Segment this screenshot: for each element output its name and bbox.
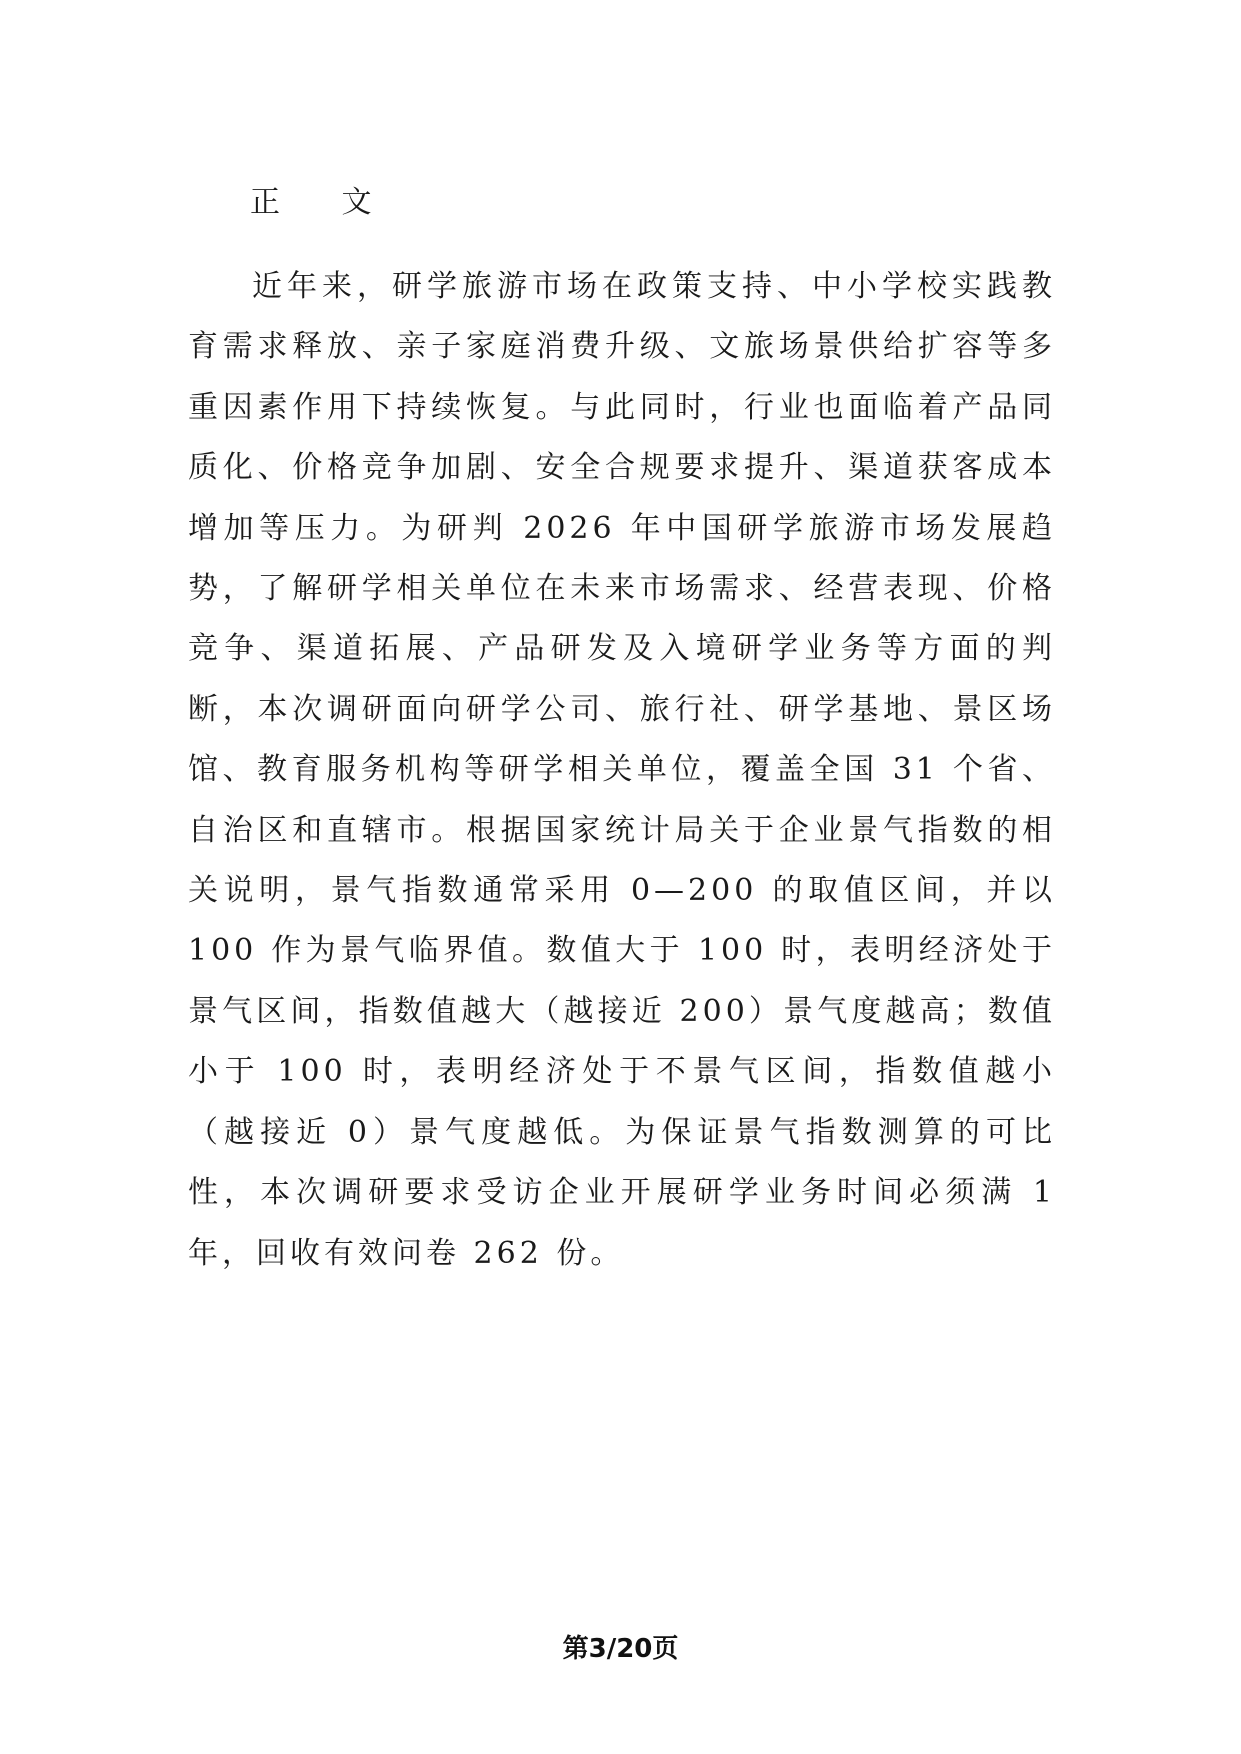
body-paragraph: 近年来，研学旅游市场在政策支持、中小学校实践教育需求释放、亲子家庭消费升级、文旅场景供给扩容等多重因素作用下持续恢复。与此同时，行业也面临着产品同质化、价格竞争加剧、安全合规要求提升、渠道获客成本增加等压力。为研判 2026 年中国研学旅游市场发展趋势，了解研学相关单位在未来市场需求、经营表现、价格竞争、渠道拓展、产品研发及入境研学业务等方面的判断，本次调研面向研学公司、旅行社、研学基地、景区场馆、教育服务机构等研学相关单位，覆盖全国 31 个省、自治区和直辖市。根据国家统计局关于企业景气指数的相关说明，景气指数通常采用 0—200 的取值区间，并以 100 作为景气临界值。数值大于 100 时，表明经济处于景气区间，指数值越大（越接近 200）景气度越高；数值小于 100 时，表明经济处于不景气区间，指数值越小（越接近 0）景气度越低。为保证景气指数测算的可比性，本次调研要求受访企业开展研学业务时间必须满 1 年，回收有效问卷 262 份。 [188,269,1056,1271]
page-number: 第3/20页 [562,1634,679,1664]
section-heading: 正 文 [250,185,398,221]
